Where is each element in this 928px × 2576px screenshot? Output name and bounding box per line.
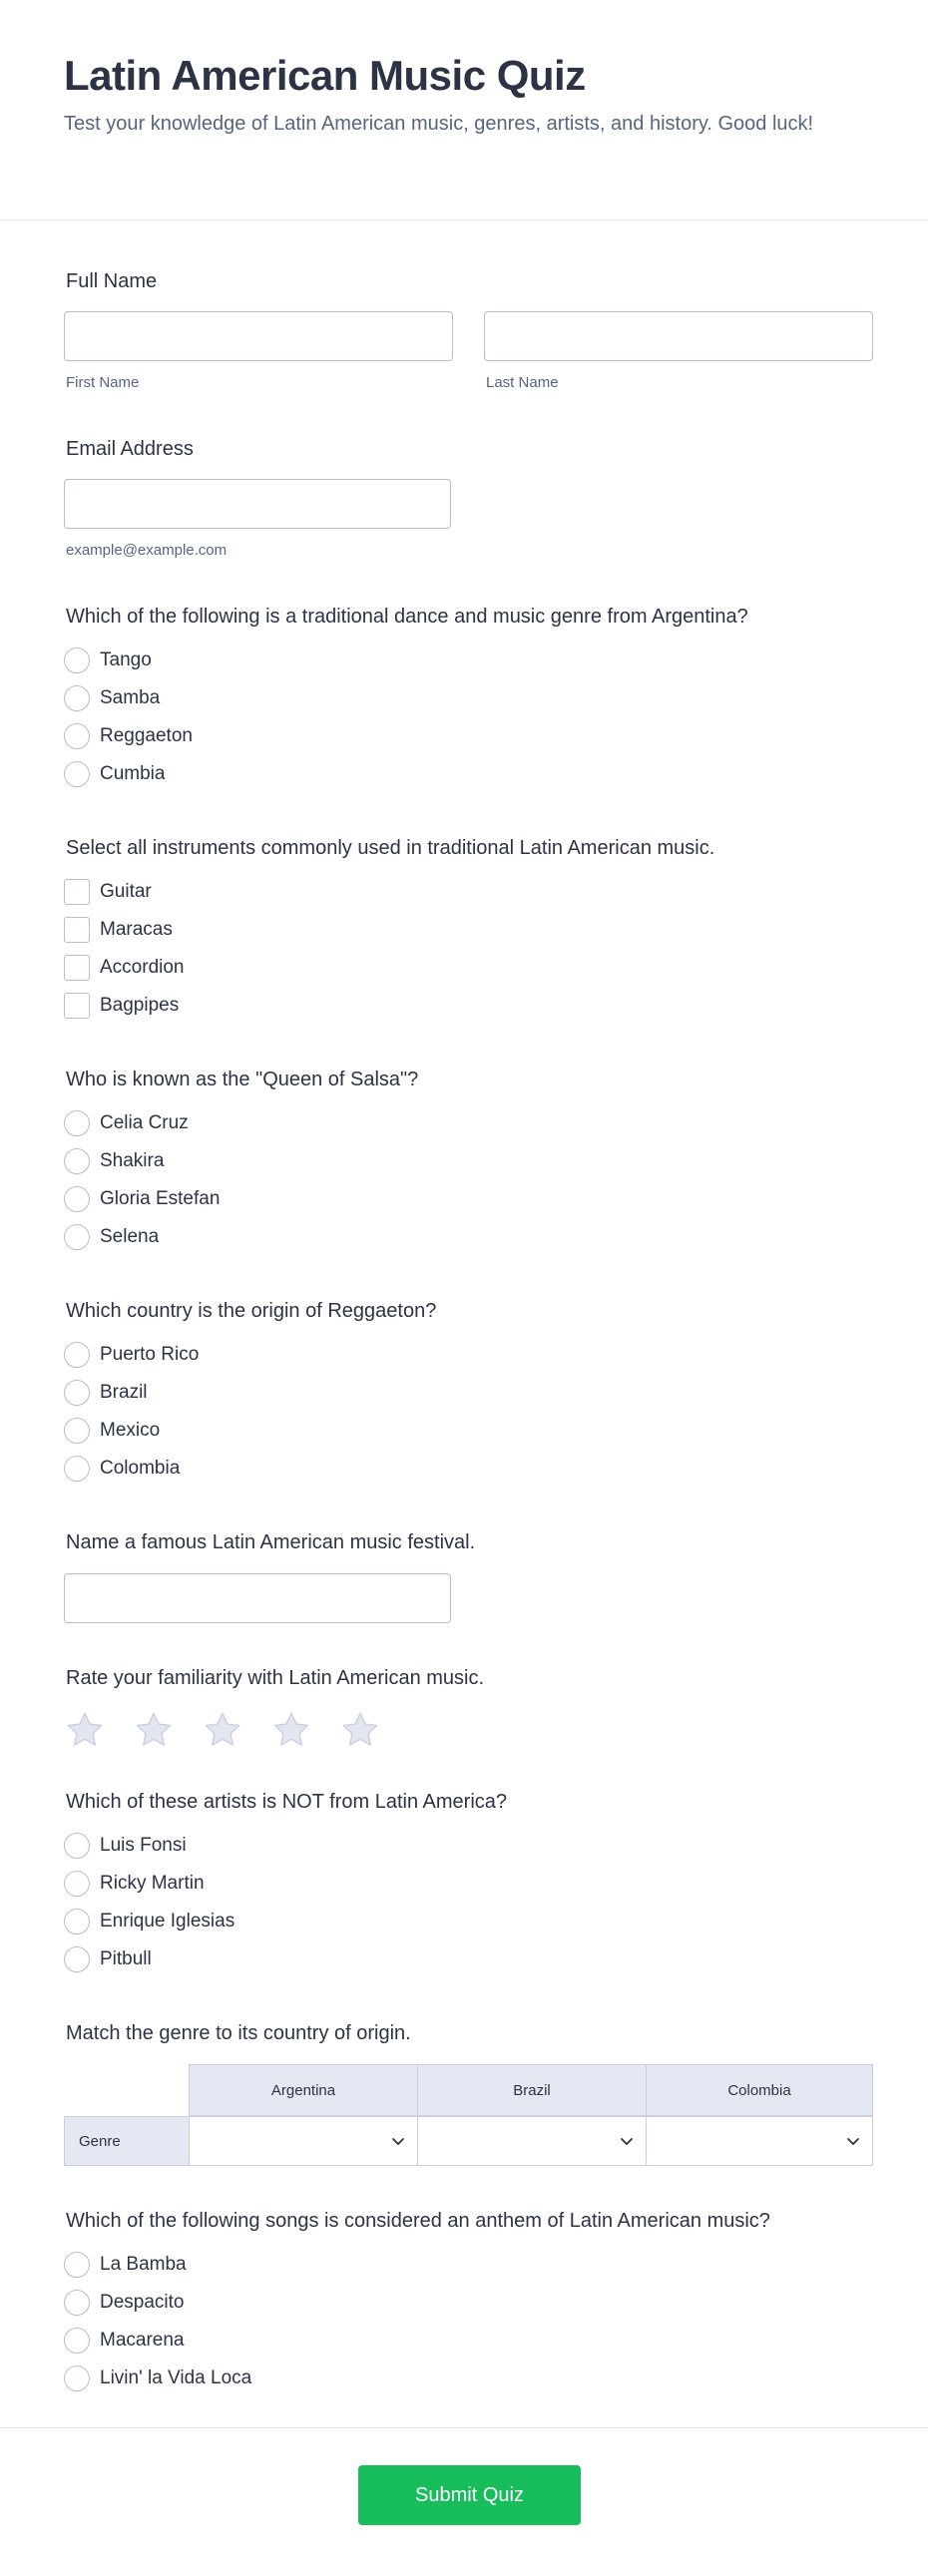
last-name-sublabel: Last Name: [486, 374, 559, 391]
q3-option-shakira[interactable]: [64, 1148, 164, 1174]
q7-option-pitbull[interactable]: [64, 1946, 152, 1972]
email-label: Email Address: [66, 438, 194, 460]
q8-label: Match the genre to its country of origin.: [66, 2022, 411, 2044]
radio-button[interactable]: [64, 1418, 90, 1444]
q2-option-maracas[interactable]: [64, 917, 173, 943]
radio-button[interactable]: [64, 1380, 90, 1406]
option-label: La Bamba: [100, 2254, 187, 2275]
matrix-column-header: Argentina: [189, 2064, 418, 2116]
checkbox[interactable]: [64, 955, 90, 981]
option-label: Enrique Iglesias: [100, 1911, 235, 1932]
option-label: Despacito: [100, 2292, 185, 2313]
q9-option-livin-la-vida-loca[interactable]: [64, 2365, 251, 2391]
q1-option-tango[interactable]: [64, 647, 152, 673]
matrix-dropdown-colombia[interactable]: [646, 2116, 873, 2166]
radio-button[interactable]: [64, 1342, 90, 1368]
q7-label: Which of these artists is NOT from Latin America?: [66, 1791, 508, 1813]
q4-option-puerto-rico[interactable]: [64, 1342, 199, 1368]
option-label: Celia Cruz: [100, 1112, 189, 1133]
star-icon[interactable]: [339, 1709, 381, 1751]
option-label: Samba: [100, 687, 161, 708]
matrix-column-header: Colombia: [646, 2064, 873, 2116]
radio-button[interactable]: [64, 1456, 90, 1482]
form-title: Latin American Music Quiz: [64, 52, 586, 99]
checkbox[interactable]: [64, 917, 90, 943]
radio-button[interactable]: [64, 1909, 90, 1934]
star-icon[interactable]: [64, 1709, 106, 1751]
q2-label: Select all instruments commonly used in traditional Latin American music.: [66, 837, 715, 859]
email-sublabel: example@example.com: [66, 542, 228, 559]
q4-option-colombia[interactable]: [64, 1456, 180, 1482]
option-label: Bagpipes: [100, 995, 180, 1016]
radio-button[interactable]: [64, 1871, 90, 1897]
q9-option-macarena[interactable]: [64, 2328, 185, 2354]
q7-option-ricky-martin[interactable]: [64, 1871, 205, 1897]
star-icon[interactable]: [133, 1709, 175, 1751]
option-label: Shakira: [100, 1150, 165, 1171]
option-label: Reggaeton: [100, 725, 193, 746]
radio-button[interactable]: [64, 2290, 90, 2316]
radio-button[interactable]: [64, 2328, 90, 2354]
option-label: Luis Fonsi: [100, 1835, 187, 1856]
q2-option-bagpipes[interactable]: [64, 993, 179, 1019]
footer-divider: [0, 2427, 928, 2428]
option-label: Selena: [100, 1226, 160, 1247]
option-label: Tango: [100, 649, 152, 670]
option-label: Mexico: [100, 1420, 161, 1441]
q7-option-enrique-iglesias[interactable]: [64, 1909, 234, 1934]
star-icon[interactable]: [202, 1709, 243, 1751]
q3-option-selena[interactable]: [64, 1224, 159, 1250]
q1-option-reggaeton[interactable]: [64, 723, 193, 749]
form-subtitle: Test your knowledge of Latin American music, genres, artists, and history. Good luck!: [64, 113, 814, 135]
q2-option-guitar[interactable]: [64, 879, 152, 905]
option-label: Pitbull: [100, 1948, 152, 1969]
radio-button[interactable]: [64, 2365, 90, 2391]
full-name-label: Full Name: [66, 270, 158, 292]
matrix-row-label: Genre: [64, 2116, 190, 2166]
radio-button[interactable]: [64, 685, 90, 711]
chevron-down-icon: [391, 2134, 405, 2148]
checkbox[interactable]: [64, 879, 90, 905]
option-label: Gloria Estefan: [100, 1188, 221, 1209]
radio-button[interactable]: [64, 2252, 90, 2278]
checkbox[interactable]: [64, 993, 90, 1019]
radio-button[interactable]: [64, 723, 90, 749]
q7-option-luis-fonsi[interactable]: [64, 1833, 187, 1859]
q9-option-la-bamba[interactable]: [64, 2252, 187, 2278]
star-rating: [64, 1709, 408, 1751]
radio-button[interactable]: [64, 1224, 90, 1250]
submit-button[interactable]: Submit Quiz: [358, 2465, 581, 2525]
radio-button[interactable]: [64, 1186, 90, 1212]
q1-option-cumbia[interactable]: [64, 761, 165, 787]
radio-button[interactable]: [64, 1110, 90, 1136]
q1-option-samba[interactable]: [64, 685, 160, 711]
q3-option-celia-cruz[interactable]: [64, 1110, 189, 1136]
q4-option-brazil[interactable]: [64, 1380, 148, 1406]
festival-input[interactable]: [64, 1573, 451, 1623]
first-name-sublabel: First Name: [66, 374, 140, 391]
option-label: Cumbia: [100, 763, 166, 784]
option-label: Livin' la Vida Loca: [100, 2367, 252, 2388]
chevron-down-icon: [846, 2134, 860, 2148]
option-label: Brazil: [100, 1382, 148, 1403]
q4-label: Which country is the origin of Reggaeton?: [66, 1300, 437, 1322]
q3-label: Who is known as the "Queen of Salsa"?: [66, 1069, 419, 1090]
matrix-dropdown-brazil[interactable]: [417, 2116, 647, 2166]
option-label: Guitar: [100, 881, 152, 902]
email-input[interactable]: [64, 479, 451, 529]
option-label: Macarena: [100, 2330, 185, 2351]
q4-option-mexico[interactable]: [64, 1418, 160, 1444]
matrix-dropdown-argentina[interactable]: [189, 2116, 418, 2166]
first-name-input[interactable]: [64, 311, 453, 361]
radio-button[interactable]: [64, 761, 90, 787]
radio-button[interactable]: [64, 1946, 90, 1972]
q5-label: Name a famous Latin American music festival.: [66, 1531, 476, 1553]
q9-option-despacito[interactable]: [64, 2290, 185, 2316]
q6-label: Rate your familiarity with Latin American music.: [66, 1667, 485, 1689]
radio-button[interactable]: [64, 1833, 90, 1859]
q9-label: Which of the following songs is considered an anthem of Latin American music?: [66, 2210, 770, 2232]
matrix-column-header: Brazil: [417, 2064, 647, 2116]
q3-option-gloria-estefan[interactable]: [64, 1186, 220, 1212]
option-label: Maracas: [100, 919, 173, 940]
q2-option-accordion[interactable]: [64, 955, 185, 981]
option-label: Colombia: [100, 1458, 181, 1479]
radio-button[interactable]: [64, 1148, 90, 1174]
option-label: Accordion: [100, 957, 185, 978]
last-name-input[interactable]: [484, 311, 873, 361]
option-label: Ricky Martin: [100, 1873, 205, 1894]
q1-label: Which of the following is a traditional dance and music genre from Argentina?: [66, 606, 748, 628]
chevron-down-icon: [620, 2134, 634, 2148]
star-icon[interactable]: [270, 1709, 312, 1751]
radio-button[interactable]: [64, 647, 90, 673]
option-label: Puerto Rico: [100, 1344, 200, 1365]
form-header: [0, 0, 928, 220]
